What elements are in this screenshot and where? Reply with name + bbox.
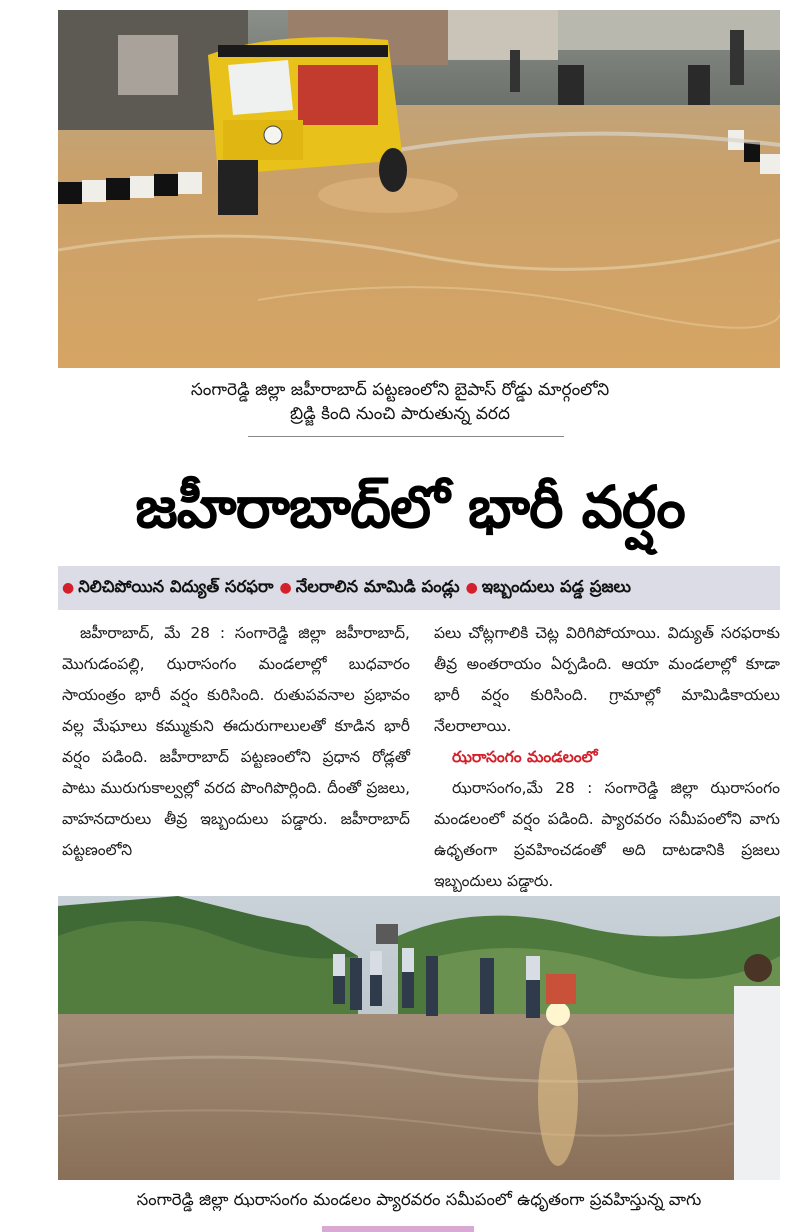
flood-photo-bottom bbox=[58, 896, 780, 1180]
page-edge-mark bbox=[322, 1226, 474, 1232]
body-paragraph: ఝరాసంగం,మే 28 : సంగారెడ్డి జిల్లా ఝరాసంగం మండలంలో వర్షం పడింది. ప్యారవరం సమీపంలోని వాగు ఉధృతంగా ప్రవహించడంతో అది దాటడానికి ప్రజలు ఇబ్బందులు పడ్డారు. bbox=[434, 779, 780, 890]
photo-top-caption-line2: బ్రిడ్జి కింది నుంచి పారుతున్న వరద bbox=[289, 404, 510, 424]
subhead-item: నిలిచిపోయిన విద్యుత్ సరఫరా bbox=[78, 576, 274, 596]
caption-divider bbox=[248, 436, 564, 437]
photo-top-caption-line1: సంగారెడ్డి జిల్లా జహీరాబాద్ పట్టణంలోని బైపాస్ రోడ్డు మార్గంలోని bbox=[190, 380, 610, 400]
headline: జహీరాబాద్‌లో భారీ వర్షం bbox=[135, 473, 685, 541]
article-column-left bbox=[62, 618, 410, 866]
bullet-icon: ● bbox=[465, 580, 478, 596]
photo-bottom-caption: సంగారెడ్డి జిల్లా ఝరాసంగం మండలం ప్యారవరం సమీపంలో ఉధృతంగా ప్రవహిస్తున్న వాగు bbox=[136, 1190, 702, 1209]
body-paragraph: జహీరాబాద్, మే 28 : సంగారెడ్డి జిల్లా జహీరాబాద్, మొగుడంపల్లి, ఝరాసంగం మండలాల్లో బుధవారం సాయంత్రం భారీ వర్షం కురిసింది. రుతుపవనాల ప్రభావం వల్ల మేఘాలు కమ్ముకుని ఈదురుగాలులతో కూడిన భారీ వర్షం పడింది. జహీరాబాద్ పట్టణంలోని ప్రధాన రోడ్లతో పాటు మురుగుకాల్వల్లో వరద పొంగిపొర్లింది. దీంతో ప్రజలు, వాహనదారులు తీవ్ర ఇబ్బందులు పడ్డారు. జహీరాబాద్ పట్టణంలోని bbox=[62, 624, 410, 859]
body-paragraph: పలు చోట్లగాలికి చెట్ల విరిగిపోయాయి. విద్యుత్ సరఫరాకు తీవ్ర అంతరాయం ఏర్పడింది. ఆయా మండలాల్లో కూడా భారీ వర్షం కురిసింది. గ్రామాల్లో మామిడికాయలు నేలరాలాయి. bbox=[434, 624, 780, 735]
subhead-item: నేలరాలిన మామిడి పండ్లు bbox=[295, 576, 460, 596]
bullet-icon: ● bbox=[62, 580, 75, 596]
photo-top-caption bbox=[0, 378, 800, 426]
bullet-icon: ● bbox=[279, 580, 292, 596]
flood-photo-top bbox=[58, 10, 780, 368]
article-column-right bbox=[434, 618, 780, 897]
subhead-bar bbox=[58, 566, 780, 610]
subsection-heading: ఝరాసంగం మండలంలో bbox=[452, 748, 598, 766]
subhead-item: ఇబ్బందులు పడ్డ ప్రజలు bbox=[481, 576, 631, 596]
